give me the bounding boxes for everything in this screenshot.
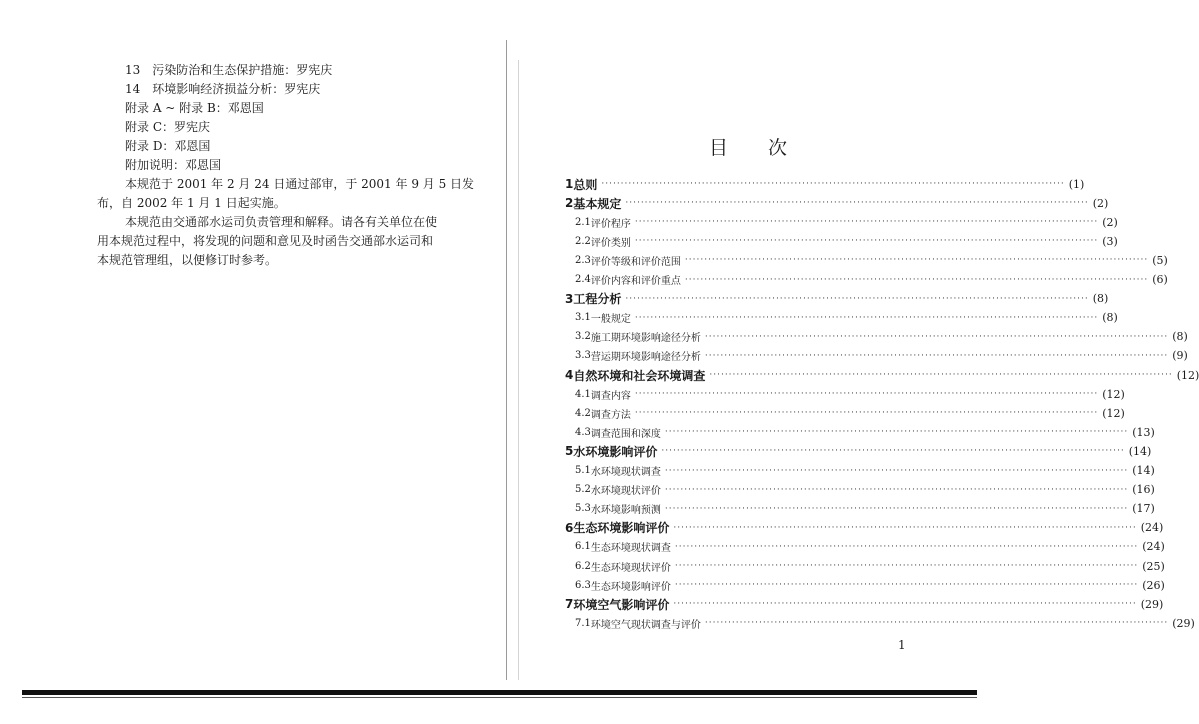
toc-number: 1 — [565, 177, 574, 191]
toc-chapter-row — [565, 290, 1109, 308]
paragraph-line: 用本规范过程中，将发现的问题和意见及时函告交通部水运司和 — [97, 234, 434, 248]
toc-leader-dots: ························································································································ — [664, 465, 1129, 476]
toc-section-row — [575, 347, 1188, 365]
toc-section-row — [575, 385, 1125, 403]
toc-page-ref: (8) — [1102, 311, 1118, 325]
paragraph-line: 本规范由交通部水运司负责管理和解释。请各有关单位在使 — [125, 215, 438, 229]
toc-leader-dots: ························································································································ — [674, 561, 1139, 571]
toc-heading — [709, 133, 789, 160]
toc-leader-dots: ························································································································ — [634, 217, 1099, 228]
toc-leader-dots: ························································································································ — [664, 503, 1129, 514]
toc-number: 6.1 — [575, 541, 591, 553]
toc-number: 6.3 — [575, 579, 591, 591]
paragraph-line: 本规范管理组，以便修订时参考。 — [97, 253, 278, 267]
toc-number: 4 — [565, 368, 574, 382]
toc-title: 生态环境影响评价 — [590, 581, 671, 593]
toc-leader-dots: ························································································································ — [634, 408, 1099, 419]
toc-heading-char: 次 — [768, 137, 790, 159]
toc-page-ref: (3) — [1102, 234, 1118, 248]
toc-page-ref: (9) — [1172, 349, 1188, 363]
toc-title: 评价类别 — [590, 237, 631, 249]
toc-leader-dots: ························································································································ — [634, 389, 1099, 400]
toc-leader-dots: ························································································································ — [664, 427, 1129, 438]
toc-leader-dots: ························································································································ — [704, 331, 1169, 342]
toc-page-ref: (12) — [1176, 368, 1199, 382]
toc-title: 水环境现状调查 — [590, 467, 661, 478]
toc-page-ref: (5) — [1152, 253, 1168, 267]
toc-page-ref: (2) — [1092, 196, 1109, 210]
toc-number: 4.1 — [575, 388, 591, 400]
toc-title: 调查方法 — [590, 409, 631, 421]
toc-leader-dots: ························································································································ — [601, 179, 1065, 189]
left-page — [0, 0, 506, 690]
credit-line: 14 环境影响经济损益分析：罗宪庆 — [125, 82, 321, 96]
toc-title: 基本规定 — [573, 196, 622, 211]
toc-title: 生态环境影响评价 — [573, 521, 670, 536]
toc-number: 3.3 — [575, 350, 591, 362]
toc-leader-dots: ························································································································ — [674, 580, 1139, 591]
toc-number: 2 — [565, 196, 574, 211]
toc-page-ref: (14) — [1128, 444, 1152, 458]
toc-number: 5 — [565, 444, 574, 459]
toc-number: 7 — [565, 597, 574, 612]
toc-title: 评价等级和评价范围 — [590, 256, 681, 268]
toc-title: 评价程序 — [590, 218, 631, 230]
toc-title: 调查范围和深度 — [590, 428, 661, 440]
toc-section-row — [575, 557, 1165, 575]
toc-page-ref: (16) — [1132, 483, 1155, 497]
toc-title: 环境空气影响评价 — [573, 597, 670, 612]
bottom-rule — [22, 690, 977, 695]
toc-title: 工程分析 — [573, 292, 622, 307]
toc-title: 环境空气现状调查与评价 — [590, 619, 701, 631]
toc-title: 水环境现状评价 — [590, 486, 661, 498]
toc-leader-dots: ························································································································ — [709, 370, 1173, 380]
toc-page-ref: (8) — [1092, 292, 1109, 306]
toc-page-ref: (2) — [1102, 215, 1118, 229]
toc-number: 2.2 — [575, 235, 591, 247]
toc-title: 评价内容和评价重点 — [590, 276, 681, 287]
toc-section-row — [575, 576, 1165, 594]
toc-leader-dots: ························································································································ — [664, 484, 1129, 495]
toc-leader-dots: ························································································································ — [625, 293, 1089, 304]
toc-number: 6 — [565, 520, 574, 535]
toc-title: 水环境影响预测 — [590, 505, 661, 517]
toc-title: 生态环境现状调查 — [590, 543, 671, 555]
toc-chapter-row — [565, 442, 1152, 460]
toc-page-ref: (14) — [1132, 464, 1155, 477]
spine-shadow — [518, 60, 519, 680]
toc-number: 4.2 — [575, 407, 591, 419]
toc-section-row — [575, 328, 1188, 346]
toc-leader-dots: ························································································································ — [634, 236, 1099, 247]
toc-page-ref: (26) — [1142, 578, 1165, 592]
toc-page-ref: (17) — [1132, 502, 1155, 516]
toc-section-row — [575, 538, 1165, 556]
toc-number: 5.2 — [575, 484, 591, 496]
toc-section-row — [575, 500, 1155, 518]
toc-number: 3.2 — [575, 331, 591, 343]
toc-page-ref: (13) — [1132, 425, 1155, 439]
page-number: 1 — [898, 638, 906, 652]
toc-title: 营运期环境影响途径分析 — [590, 352, 701, 364]
toc-section-row — [575, 309, 1118, 327]
toc-title: 自然环境和社会环境调查 — [573, 368, 706, 383]
toc-heading-char: 目 — [709, 137, 731, 159]
toc-page-ref: (24) — [1142, 540, 1165, 554]
toc-title: 总则 — [573, 177, 598, 192]
toc-section-row — [575, 251, 1168, 269]
toc-number: 5.1 — [575, 465, 591, 476]
toc-page-ref: (24) — [1140, 521, 1164, 535]
toc-page-ref: (12) — [1102, 387, 1125, 401]
credit-line: 附录 A ~ 附录 B：邓恩国 — [125, 101, 264, 115]
spine-line — [506, 40, 507, 680]
toc-page-ref: (8) — [1172, 330, 1188, 344]
toc-number: 7.1 — [575, 617, 591, 629]
toc-leader-dots: ························································································································ — [684, 255, 1149, 266]
toc-leader-dots: ························································································································ — [674, 541, 1139, 552]
toc-page-ref: (29) — [1140, 597, 1164, 611]
toc-title: 一般规定 — [590, 314, 631, 326]
toc-number: 6.2 — [575, 560, 591, 572]
toc-leader-dots: ························································································································ — [704, 618, 1169, 629]
toc-leader-dots: ························································································································ — [625, 198, 1089, 209]
paragraph-line: 本规范于 2001 年 2 月 24 日通过部审，于 2001 年 9 月 5 日发 — [125, 177, 475, 191]
toc-number: 4.3 — [575, 426, 591, 438]
credit-line: 13 污染防治和生态保护措施：罗宪庆 — [125, 63, 333, 77]
credit-line: 附录 C：罗宪庆 — [125, 120, 210, 134]
toc-leader-dots: ························································································································ — [684, 274, 1149, 285]
toc-leader-dots: ························································································································ — [673, 522, 1137, 533]
toc-chapter-row — [565, 366, 1199, 384]
credit-line: 附加说明：邓恩国 — [125, 158, 222, 172]
toc-section-row — [575, 271, 1168, 289]
toc-leader-dots: ························································································································ — [634, 312, 1099, 323]
toc-chapter-row — [565, 519, 1164, 537]
toc-number: 3 — [565, 291, 574, 306]
toc-chapter-row — [565, 595, 1164, 613]
toc-chapter-row — [565, 175, 1085, 193]
toc-leader-dots: ························································································································ — [704, 350, 1169, 361]
toc-section-row — [575, 481, 1155, 499]
toc-leader-dots: ························································································································ — [661, 446, 1125, 457]
toc-section-row — [575, 232, 1118, 250]
toc-page-ref: (25) — [1142, 559, 1165, 573]
paragraph-line: 布，自 2002 年 1 月 1 日起实施。 — [97, 196, 286, 210]
bottom-rule-thin — [22, 697, 977, 698]
toc-section-row — [575, 462, 1155, 480]
toc-section-row — [575, 614, 1195, 632]
toc-number: 2.4 — [575, 274, 591, 285]
toc-page-ref: (6) — [1152, 273, 1168, 286]
toc-page-ref: (12) — [1102, 406, 1125, 420]
toc-number: 2.1 — [575, 216, 591, 228]
toc-section-row — [575, 213, 1118, 231]
toc-title: 调查内容 — [590, 390, 631, 402]
toc-section-row — [575, 404, 1125, 422]
toc-chapter-row — [565, 194, 1109, 212]
credit-line: 附录 D：邓恩国 — [125, 139, 211, 153]
toc-number: 2.3 — [575, 254, 591, 266]
toc-number: 3.1 — [575, 312, 591, 324]
toc-page-ref: (1) — [1068, 177, 1085, 191]
toc-leader-dots: ························································································································ — [673, 599, 1137, 610]
toc-page-ref: (29) — [1172, 616, 1195, 630]
toc-number: 5.3 — [575, 503, 591, 515]
toc-title: 水环境影响评价 — [573, 444, 658, 459]
toc-title: 施工期环境影响途径分析 — [590, 333, 701, 345]
toc-section-row — [575, 423, 1155, 441]
toc-title: 生态环境现状评价 — [590, 562, 671, 574]
